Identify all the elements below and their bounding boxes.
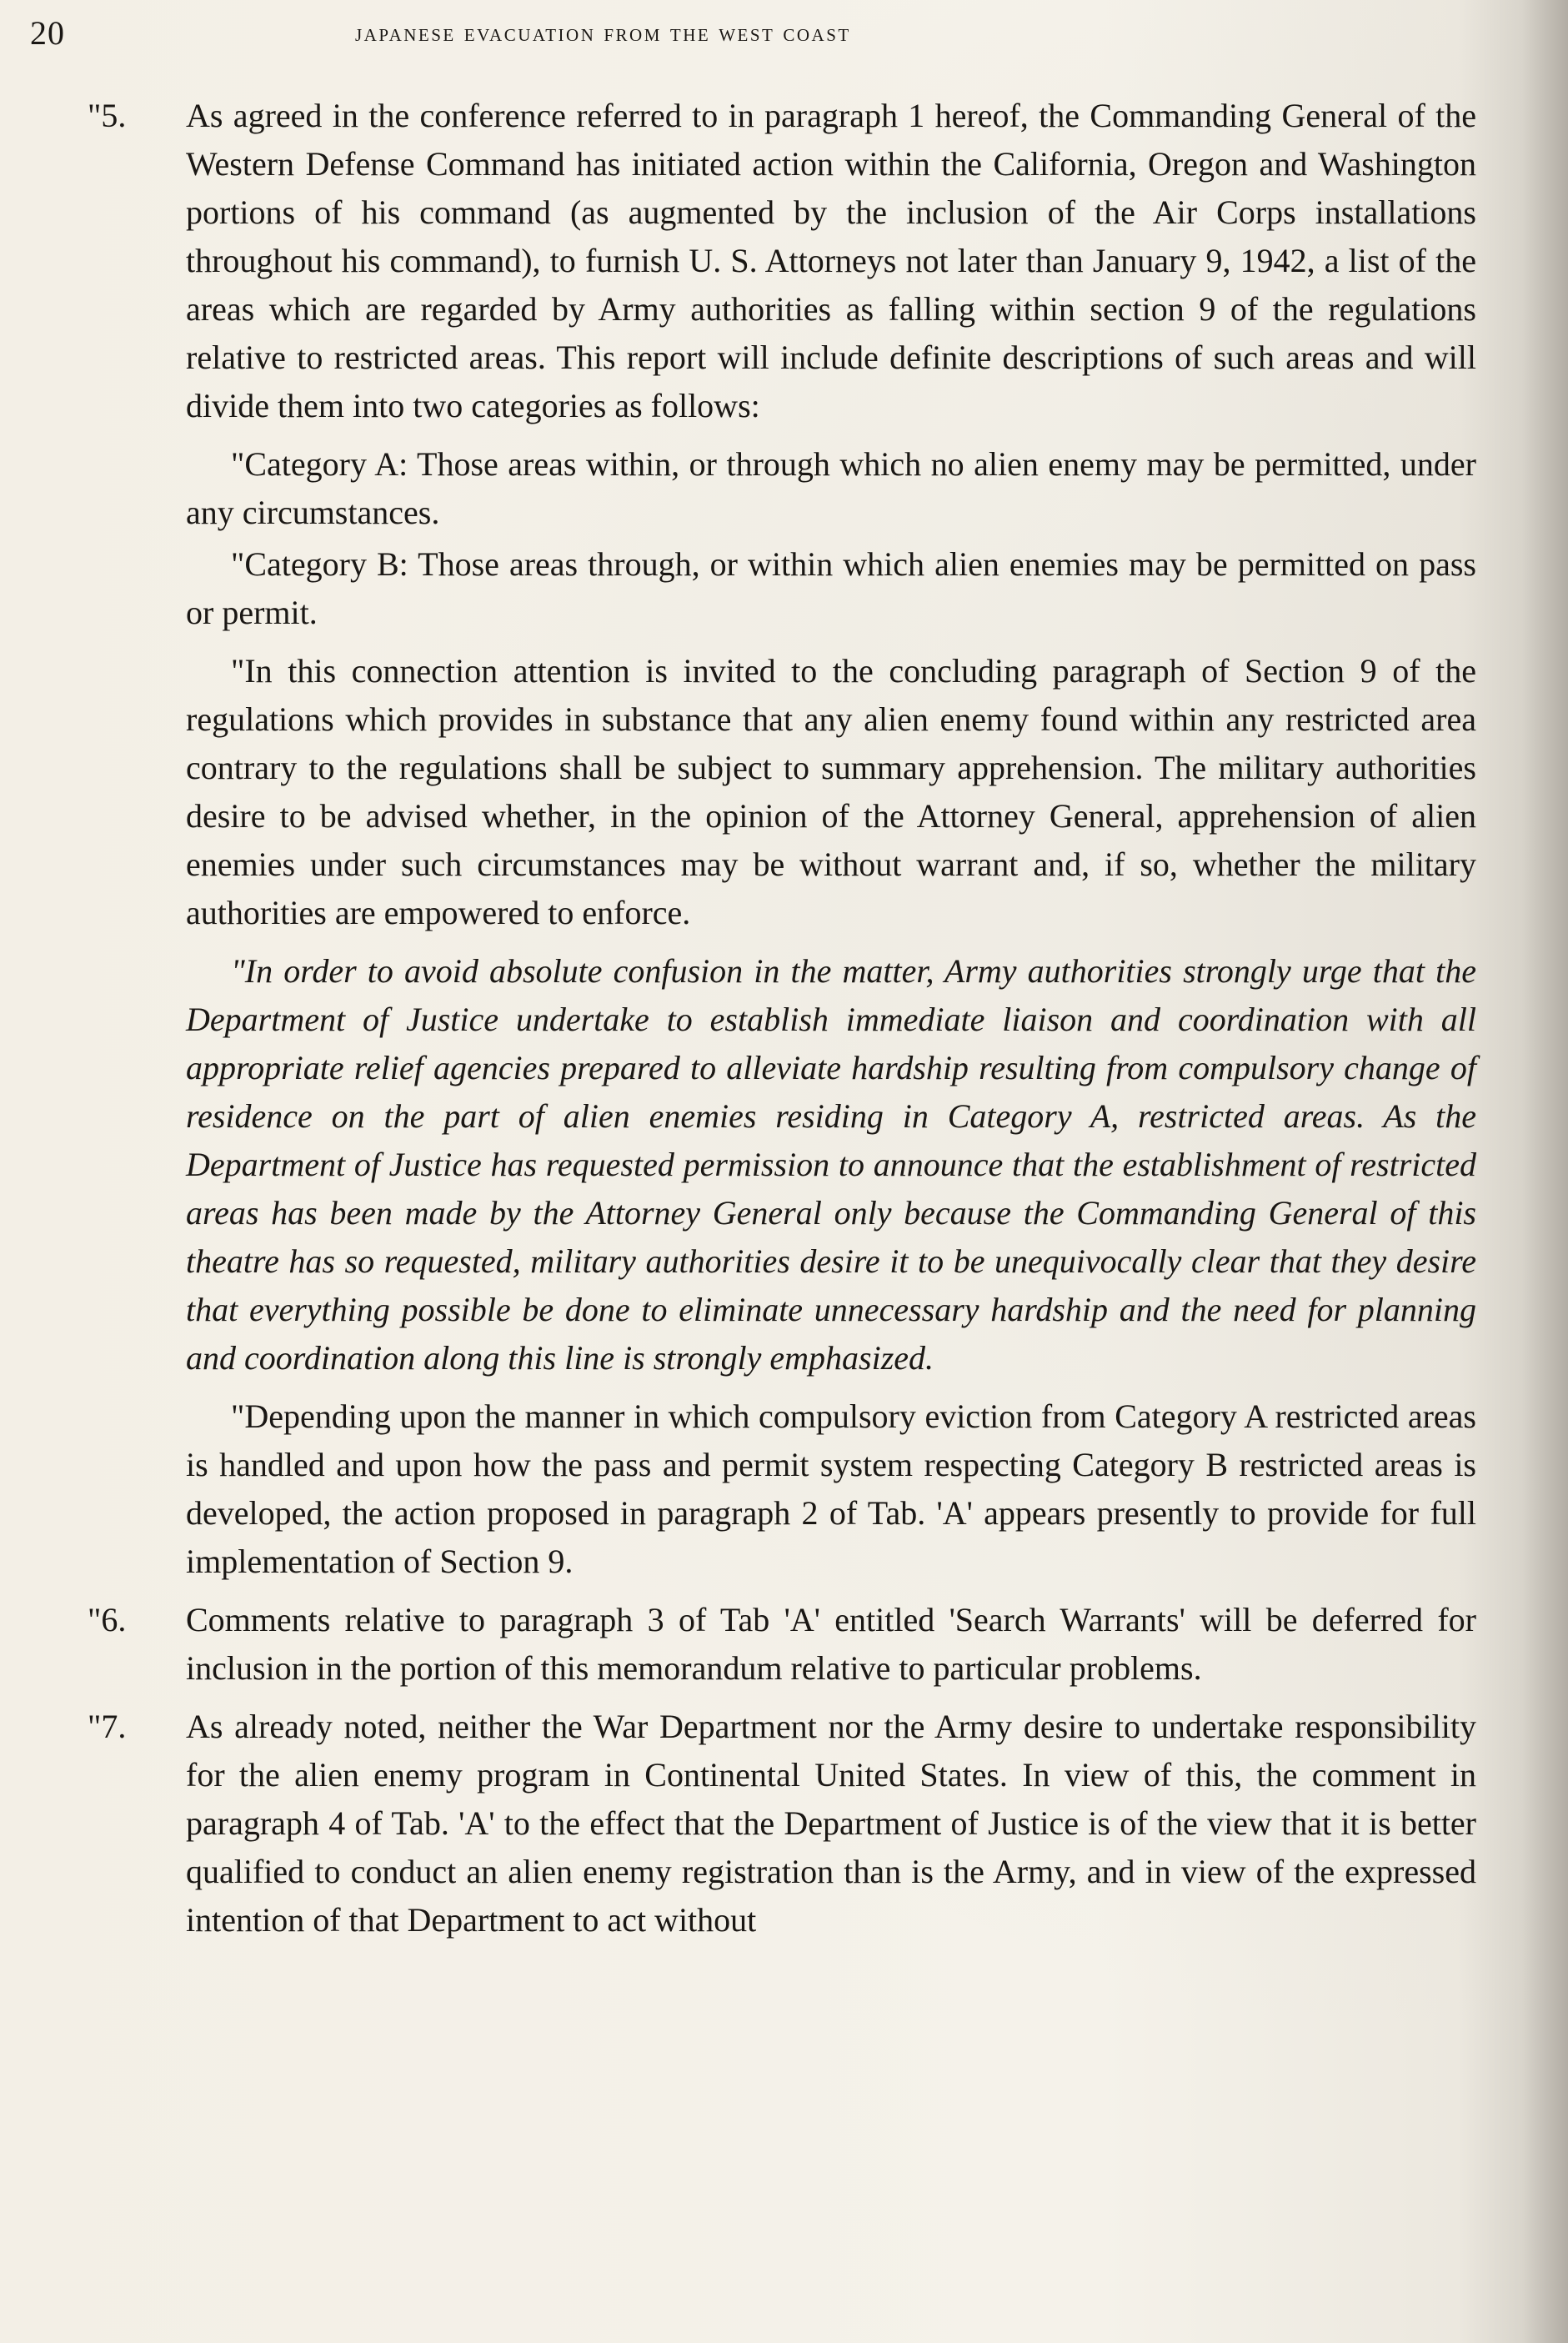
paragraph-number: "6. [88,1601,127,1638]
paragraph-6 [88,1596,1476,1693]
relief-coordination-paragraph: "In order to avoid absolute confusion in the matter, Army authorities strongly urge that the Department of Justice undertake to establish immediate liaison and coordination with all appropriate relief agencies prepared to alleviate hardship resulting from compulsory change of residence on the part of alien enemies residing in Category A, restricted areas. As the Department of Justice has requested permission to announce that the establishment of restricted areas has been made by the Attorney General only because the Commanding General of this theatre has so requested, military authorities desire it to be unequivocally clear that they desire that everything possible be done to eliminate unnecessary hardship and the need for planning and coordination along this line is strongly emphasized. [186,952,1476,1377]
paragraph-number: "7. [88,1708,127,1745]
running-title: japanese evacuation from the west coast [355,19,851,47]
category-a-definition: "Category A: Those areas within, or through which no alien enemy may be permitted, under any circumstances. [186,445,1476,531]
page-header [30,8,1489,58]
paragraph-text: Comments relative to paragraph 3 of Tab 'A' entitled 'Search Warrants' will be deferred for inclusion in the portion of this memorandum relative to particular problems. [186,1601,1476,1687]
compulsory-eviction-paragraph: "Depending upon the manner in which compulsory eviction from Category A restricted areas is handled and upon how the pass and permit system respecting Category B restricted areas is developed, the action proposed in paragraph 2 of Tab. 'A' appears presently to provide for full implementation of Section 9. [186,1397,1476,1580]
paragraph-5 [88,92,1476,430]
paragraph-text: As already noted, neither the War Department nor the Army desire to undertake responsibility for the alien enemy program in Continental United States. In view of this, the comment in paragraph 4 of Tab. 'A' to the effect that the Department of Justice is of the view that it is better qualified to conduct an alien enemy registration than is the Army, and in view of the expressed intention of that Department to act without [186,1708,1476,1939]
paragraph-7 [88,1703,1476,1944]
paragraph-text: As agreed in the conference referred to in paragraph 1 hereof, the Commanding General of the Western Defense Command has initiated action within the California, Oregon and Washington portions of his command (as augmented by the inclusion of the Air Corps installations throughout his command), to furnish U. S. Attorneys not later than January 9, 1942, a list of the areas which are regarded by Army authorities as falling within section 9 of the regulations relative to restricted areas. This report will include definite descriptions of such areas and will divide them into two categories as follows: [186,97,1476,424]
category-b-definition: "Category B: Those areas through, or within which alien enemies may be permitted on pass or permit. [186,545,1476,631]
page-body [88,92,1476,1954]
page-edge-shadow [1522,0,1568,2343]
apprehension-paragraph: "In this connection attention is invited to the concluding paragraph of Section 9 of the regulations which provides in substance that any alien enemy found within any restricted area contrary to the regulations shall be subject to summary apprehension. The military authorities desire to be advised whether, in the opinion of the Attorney General, apprehension of alien enemies under such circumstances may be without warrant and, if so, whether the military authorities are empowered to enforce. [186,652,1476,931]
page-number: 20 [30,14,65,52]
paragraph-number: "5. [88,97,127,134]
